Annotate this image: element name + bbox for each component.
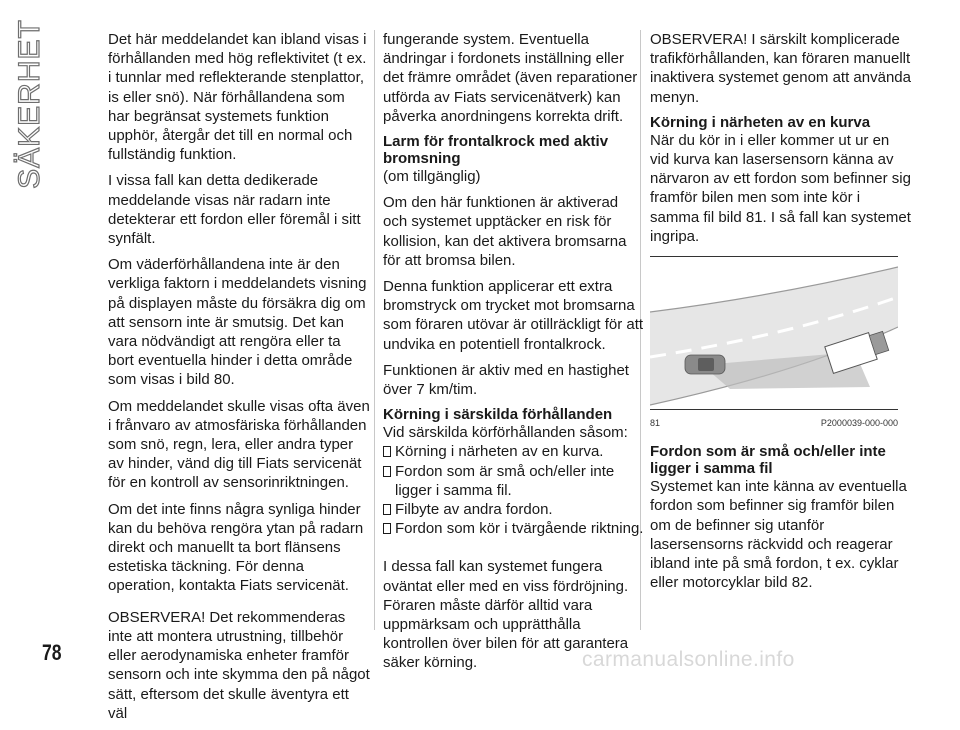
checkbox-bullet-icon (383, 446, 391, 457)
column-2 (383, 30, 645, 680)
heading-near-curve: Körning i närheten av en kurva (650, 113, 871, 131)
list-item: Filbyte av andra fordon. (383, 500, 645, 519)
col1-paragraph-6: OBSERVERA! Det rekommenderas inte att montera utrustning, tillbehör eller aerodynamiska enheter framför sensorn och inte skymma den på något sätt, eftersom det skulle äventyra ett väl (108, 608, 370, 722)
column-1 (108, 30, 370, 730)
column-3 (650, 30, 912, 599)
col2-paragraph-2: Om den här funktionen är aktiverad och systemet upptäcker en risk för kollision, kan det aktivera bromsarna för att bromsa bilen. (383, 194, 627, 269)
heading-frontal-collision-sub: (om tillgänglig) (383, 168, 481, 186)
heading-small-vehicles: Fordon som är små och/eller inte ligger i samma fil (650, 443, 886, 478)
figure-code: P2000039-000-000 (820, 418, 898, 429)
col3-paragraph-1: OBSERVERA! I särskilt komplicerade trafikförhållanden, kan föraren manuellt inaktivera systemet genom att använda menyn. (650, 31, 911, 106)
col1-paragraph-1: Det här meddelandet kan ibland visas i förhållanden med hög reflektivitet (t ex. i tunnlar med reflekterande stenplattor, is eller snö). När förhållandena som har begränsat systemets funktion upphör, återgår det till en normal och fullständig funktion. (108, 31, 367, 164)
col2-paragraph-5: Vid särskilda körförhållanden såsom: (383, 424, 628, 442)
col1-paragraph-5: Om det inte finns några synliga hinder kan du behöva rengöra ytan på radarn direkt och manuellt ta bort flänsens estetiska täckning. För denna operation, kontakta Fiats servicenät. (108, 500, 364, 595)
list-item: Fordon som är små och/eller inte ligger i samma fil. (383, 462, 645, 500)
checkbox-bullet-icon (383, 523, 391, 534)
col1-paragraph-4: Om meddelandet skulle visas ofta även i frånvaro av atmosfäriska förhållanden som snö, regn, lera, eller andra typer av hinder, vänd dig till Fiats servicenät för en kontroll av sensorinriktningen. (108, 397, 370, 492)
column-divider-1 (374, 30, 375, 630)
checkbox-bullet-icon (383, 466, 391, 477)
col1-paragraph-2: I vissa fall kan detta dedikerade meddelande visas när radarn inte detekterar ett fordon eller föremål i sitt synfält. (108, 172, 361, 248)
list-item: Körning i närheten av en kurva. (383, 442, 645, 461)
list-item: Fordon som kör i tvärgående riktning. (383, 519, 645, 538)
col1-paragraph-3: Om väderförhållandena inte är den verkliga faktorn i meddelandets visning på displayen måste du försäkra dig om att sensorn inte är smutsig. Det kan vara nödvändigt att rengöra eller ta bort eventuella hinder i detta område som visas i bild 80. (108, 256, 367, 389)
heading-frontal-collision: Larm för frontalkrock med aktiv bromsning (383, 133, 609, 168)
curve-road-illustration (650, 256, 898, 410)
col3-paragraph-3: Systemet kan inte känna av eventuella fordon som befinner sig framför bilen om de befinner sig utanför lasersensorns räckvidd och reagerar ibland inte på små fordon, t ex. cyklar eller motorcyklar bild 82. (650, 478, 907, 592)
conditions-list (383, 442, 645, 538)
own-car-icon (685, 355, 725, 374)
col2-paragraph-3: Denna funktion applicerar ett extra bromstryck om trycket mot bromsarna som föraren utövar är otillräckligt för att undvika en potentiell frontalkrock. (383, 278, 644, 353)
col2-paragraph-4: Funktionen är aktiv med en hastighet över 7 km/tim. (383, 361, 629, 399)
col2-paragraph-6: I dessa fall kan systemet fungera oväntat eller med en viss fördröjning. Föraren måste därför alltid vara uppmärksam och upprätthålla kontrollen över bilen för att garantera säker körning. (383, 558, 629, 672)
col3-paragraph-2: När du kör in i eller kommer ut ur en vid kurva kan lasersensorn känna av närvaron av ett fordon som befinner sig framför bilen men som inte kör i samma fil bild 81. I så fall kan systemet ingripa. (650, 131, 911, 245)
watermark-text: carmanualsonline.info (582, 648, 795, 671)
page-number: 78 (42, 640, 62, 665)
figure-caption (650, 414, 898, 433)
checkbox-bullet-icon (383, 504, 391, 515)
col2-paragraph-1: fungerande system. Eventuella ändringar i fordonets inställning eller det främre området (även reparationer utförda av Fiats servicenätverk) kan påverka anordningens korrekta drift. (383, 31, 638, 125)
figure-81 (650, 256, 898, 433)
figure-number: 81 (650, 418, 661, 429)
section-title-vertical (6, 19, 54, 189)
heading-special-conditions: Körning i särskilda förhållanden (383, 406, 613, 424)
section-title-text: SÄKERHET (13, 19, 46, 189)
